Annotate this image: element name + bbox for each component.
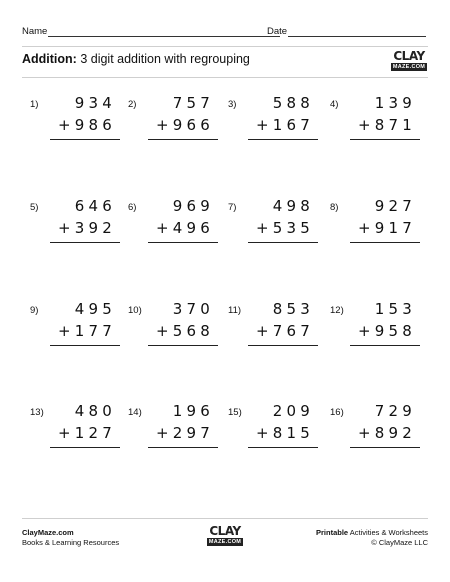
answer-line <box>148 447 218 448</box>
addend-bottom: +871 <box>358 116 416 134</box>
title-bold: Addition: <box>22 52 77 66</box>
problem-number: 15) <box>228 407 242 418</box>
addend-top: 969 <box>172 197 214 215</box>
addend-bottom: +958 <box>358 322 416 340</box>
addend-bottom: +177 <box>58 322 116 340</box>
addend-top: 729 <box>374 402 416 420</box>
addition-problem <box>128 402 218 462</box>
title-rest: 3 digit addition with regrouping <box>76 52 250 66</box>
addend-top: 370 <box>172 300 214 318</box>
answer-line <box>248 242 318 243</box>
answer-line <box>248 345 318 346</box>
addend-bottom: +966 <box>156 116 214 134</box>
footer-printable: Printable <box>316 528 349 537</box>
addend-top: 588 <box>272 94 314 112</box>
title-divider <box>22 77 428 78</box>
problem-number: 4) <box>330 99 339 110</box>
addend-top: 927 <box>374 197 416 215</box>
worksheet-title <box>22 52 250 66</box>
name-date-row <box>22 26 428 40</box>
name-field-line[interactable] <box>48 36 280 37</box>
addition-problem <box>228 197 318 257</box>
problem-number: 8) <box>330 202 339 213</box>
footer-activities: Activities & Worksheets <box>348 528 428 537</box>
addition-problem <box>30 300 120 360</box>
problem-number: 14) <box>128 407 142 418</box>
answer-line <box>148 345 218 346</box>
addend-top: 139 <box>374 94 416 112</box>
answer-line <box>50 447 120 448</box>
problem-number: 9) <box>30 305 39 316</box>
footer-logo-maze-text: MAZE.COM <box>208 539 242 545</box>
logo-clay-text: CLAY <box>393 49 425 63</box>
addition-problem <box>30 94 120 154</box>
logo-maze-text: MAZE.COM <box>392 64 426 70</box>
addition-problem <box>30 402 120 462</box>
answer-line <box>148 242 218 243</box>
answer-line <box>350 242 420 243</box>
problem-number: 2) <box>128 99 137 110</box>
header-divider <box>22 46 428 47</box>
footer-left <box>22 528 119 548</box>
answer-line <box>50 242 120 243</box>
footer-logo-clay-text: CLAY <box>209 524 241 538</box>
footer-site: ClayMaze.com <box>22 528 74 537</box>
addend-top: 498 <box>272 197 314 215</box>
addend-top: 646 <box>74 197 116 215</box>
addition-problem <box>128 197 218 257</box>
problem-number: 10) <box>128 305 142 316</box>
answer-line <box>350 345 420 346</box>
footer-copyright: © ClayMaze LLC <box>371 538 428 547</box>
problem-number: 6) <box>128 202 137 213</box>
addend-top: 196 <box>172 402 214 420</box>
problem-number: 11) <box>228 305 242 316</box>
addend-top: 480 <box>74 402 116 420</box>
addend-top: 209 <box>272 402 314 420</box>
footer-right <box>316 528 428 548</box>
problem-number: 12) <box>330 305 344 316</box>
addend-bottom: +392 <box>58 219 116 237</box>
addend-top: 495 <box>74 300 116 318</box>
addend-bottom: +167 <box>256 116 314 134</box>
addition-problem <box>30 197 120 257</box>
addend-top: 853 <box>272 300 314 318</box>
addend-bottom: +297 <box>156 424 214 442</box>
answer-line <box>350 447 420 448</box>
addition-problem <box>128 94 218 154</box>
addition-problem <box>330 94 420 154</box>
answer-line <box>248 139 318 140</box>
addend-bottom: +127 <box>58 424 116 442</box>
addend-bottom: +917 <box>358 219 416 237</box>
answer-line <box>50 345 120 346</box>
addend-top: 153 <box>374 300 416 318</box>
answer-line <box>50 139 120 140</box>
addition-problem <box>228 300 318 360</box>
addend-top: 757 <box>172 94 214 112</box>
addition-problem <box>228 402 318 462</box>
addend-bottom: +767 <box>256 322 314 340</box>
addend-bottom: +535 <box>256 219 314 237</box>
date-label: Date <box>267 26 288 37</box>
addend-bottom: +986 <box>58 116 116 134</box>
problem-number: 3) <box>228 99 237 110</box>
addend-top: 934 <box>74 94 116 112</box>
name-label: Name <box>22 26 48 37</box>
date-field-line[interactable] <box>288 36 426 37</box>
addition-problem <box>330 402 420 462</box>
addition-problem <box>330 300 420 360</box>
addend-bottom: +892 <box>358 424 416 442</box>
addend-bottom: +496 <box>156 219 214 237</box>
addition-problem <box>330 197 420 257</box>
addend-bottom: +568 <box>156 322 214 340</box>
answer-line <box>350 139 420 140</box>
problem-number: 13) <box>30 407 44 418</box>
problem-number: 5) <box>30 202 39 213</box>
addend-bottom: +815 <box>256 424 314 442</box>
problem-number: 1) <box>30 99 39 110</box>
problem-number: 16) <box>330 407 344 418</box>
problem-number: 7) <box>228 202 237 213</box>
addition-problem <box>128 300 218 360</box>
footer-divider <box>22 518 428 519</box>
claymaze-logo <box>394 47 424 75</box>
footer-logo <box>210 522 240 550</box>
addition-problem <box>228 94 318 154</box>
footer-tagline: Books & Learning Resources <box>22 538 120 547</box>
answer-line <box>148 139 218 140</box>
answer-line <box>248 447 318 448</box>
